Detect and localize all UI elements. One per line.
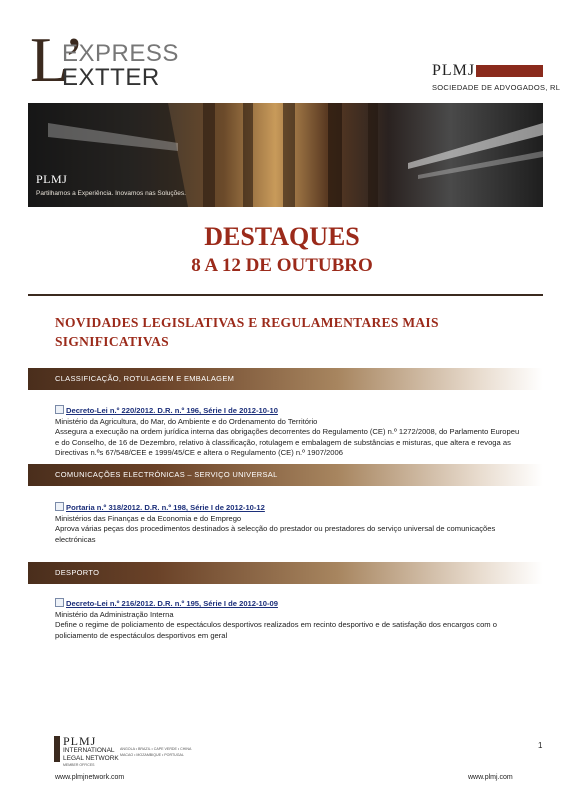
countries-line1: ANGOLA • BRAZIL • CAPE VERDE • CHINA [120,747,192,751]
section-bar-classificacao [28,368,543,390]
network-url-link[interactable]: www.plmjnetwork.com [55,774,125,781]
ministry-text: Ministério da Administração Interna [55,609,174,619]
legislation-link[interactable]: Decreto-Lei n.º 216/2012. D.R. n.º 195, Série I de 2012-10-09 [66,599,278,608]
banner-tagline: Partilhamos a Experiência. Inovamos nas Soluções. [36,190,186,197]
description-text: Assegura a execução na ordem jurídica interna das obrigações decorrentes do Regulamento (CE) n.º 1272/2008, do Parlamento Europeu e do Conselho, de 16 de Dezembro, relativo à classificação, rotulagem e embalagem de substâncias e misturas, que altera e revoga as Directivas n.ºs 67/548/CEE e 1999/45/CE e altera o Regulamento (CE) n.º 1907/2006 [55,427,520,457]
network-logo-name: PLMJ [63,734,97,748]
external-link-icon [55,405,64,414]
legislation-entry [55,598,520,641]
ministry-text: Ministérios das Finanças e da Economia e do Emprego [55,513,242,523]
divider [28,294,543,296]
countries-line2: MACAO • MOZAMBIQUE • PORTUGAL [120,753,184,757]
ministry-text: Ministério da Agricultura, do Mar, do Ambiente e do Ordenamento do Território [55,416,318,426]
banner-title: PLMJ [36,172,68,186]
section-heading: CLASSIFICAÇÃO, ROTULAGEM E EMBALAGEM [55,374,235,383]
legislation-link[interactable]: Portaria n.º 318/2012. D.R. n.º 198, Série I de 2012-10-12 [66,503,265,512]
description-text: Aprova várias peças dos procedimentos destinados à selecção do prestador ou prestadores do serviço universal de comunicações electrónicas [55,524,496,544]
external-link-icon [55,502,64,511]
page-title: DESTAQUES [204,222,360,251]
firm-url-link[interactable]: www.plmj.com [468,774,513,781]
section-heading: COMUNICAÇÕES ELECTRÓNICAS – SERVIÇO UNIVERSAL [55,470,278,479]
description-text: Define o regime de policiamento de espectáculos desportivos realizados em recinto desportivo e de satisfação dos encargos com o policiamento de espectáculos desportivos em geral [55,620,497,640]
date-range: 8 A 12 DE OUTUBRO [191,255,373,276]
network-logo-bar [54,736,60,762]
legislation-entry [55,502,520,545]
section-bar-comunicacoes [28,464,543,486]
external-link-icon [55,598,64,607]
page-number: 1 [538,741,543,750]
network-line1: INTERNATIONAL [63,747,115,754]
section-heading: DESPORTO [55,568,100,577]
firm-subtitle: SOCIEDADE DE ADVOGADOS, RL [432,83,561,92]
section-subheading: NOVIDADES LEGISLATIVAS E REGULAMENTARES MAIS SIGNIFICATIVAS [55,315,439,349]
logo-extter-text: EXTTER [62,64,160,91]
legislation-entry [55,405,520,459]
firm-logo-name: PLMJ [432,62,476,79]
network-line2: LEGAL NETWORK [63,755,119,762]
logo-l-mark: L’ [30,24,85,95]
section-bar-desporto [28,562,543,584]
member-offices: MEMBER OFFICES [63,763,95,767]
firm-logo-bar [476,65,543,77]
logo-express-text: EXPRESS [62,40,179,67]
legislation-link[interactable]: Decreto-Lei n.º 220/2012. D.R. n.º 196, Série I de 2012-10-10 [66,406,278,415]
